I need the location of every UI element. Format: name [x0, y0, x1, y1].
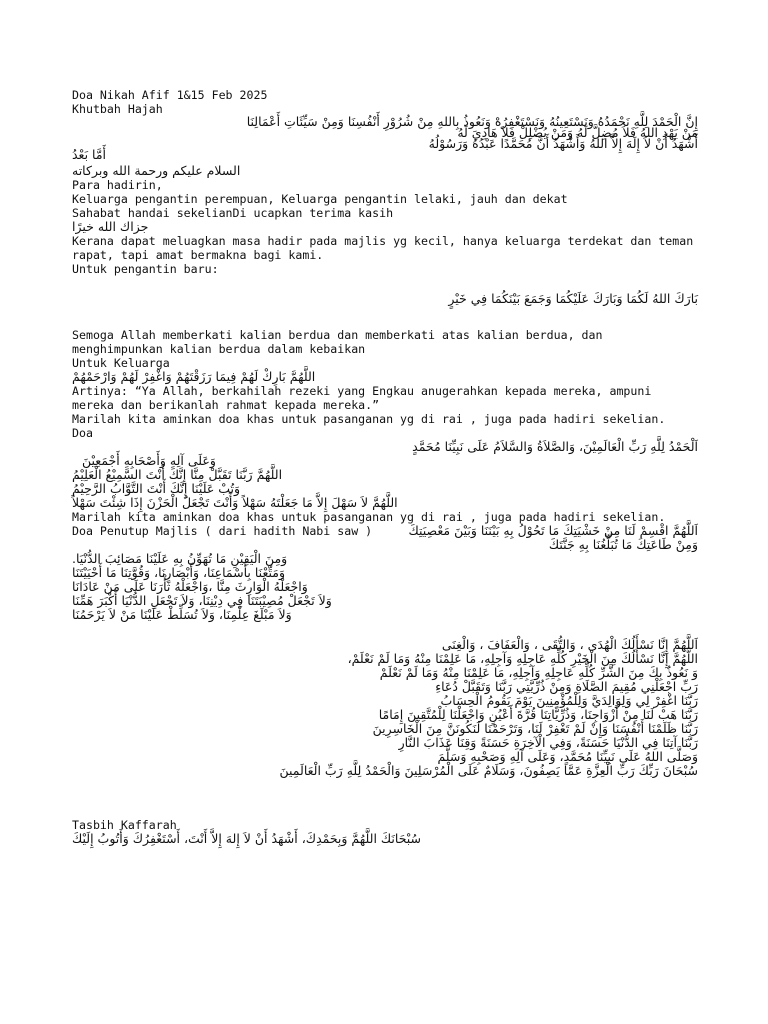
keluarga-line: Keluarga pengantin perempuan, Keluarga pengantin lelaki, jauh dan dekat: [72, 192, 568, 206]
doa-line-1: اَلْحَمْدُ لِلَّهِ رَبِّ الْعَالَمِيْنَ، وَالصَّلاَةُ وَالسَّلاَمُ عَلَى نَبِيِّنَا مُحَمَّدٍ: [412, 439, 698, 454]
khutbah-heading: Khutbah Hajah: [72, 102, 163, 116]
keluarga-doa-line: اللَّهُمَّ بَارِكْ لَهُمْ فِيمَا رَزَقْتَهُمْ وَاغْفِرْ لَهُمْ وَارْحَمْهُمْ: [72, 369, 316, 384]
document-page: [72, 88, 701, 846]
khutbah-line-4: أَمَّا بَعْدُ: [72, 147, 107, 162]
doc-title: Doa Nikah Afif 1&15 Feb 2025: [72, 88, 268, 102]
tasbih-heading: Tasbih Kaffarah: [72, 818, 177, 832]
jazak-line: جزاك الله خيرًا: [72, 219, 149, 234]
penutup-line-2: وَمِنَ الْيَقِيْنِ مَا تُهَوِّنُ بِهِ عَلَيْنَا مَصَائِبَ الدُّنْيَا.: [72, 551, 288, 566]
sahabat-line: Sahabat handai sekelianDi ucapkan terima kasih: [72, 206, 394, 220]
salam-line: السلام عليكم ورحمة الله وبركاته: [72, 163, 241, 178]
doa-line-4: وَتُبْ عَلَيْنَا إِنَّكَ أَنْتَ التَّوَّابُ الرَّحِيْمُ: [72, 481, 241, 496]
marilah-line-1: Marilah kita aminkan doa khas untuk pasanganan yg di rai , juga pada hadiri sekelian.: [72, 412, 666, 426]
penutup-heading-row: [72, 524, 698, 538]
untuk-pengantin-heading: Untuk pengantin baru:: [72, 262, 219, 276]
artinya-line: Artinya: “Ya Allah, berkahilah rezeki yang Engkau anugerahkan kepada mereka, ampuni mereka dan berikanlah rahmat kepada mereka.”: [72, 384, 659, 412]
penutup-line-6: وَلاَ مَبْلَغَ عِلْمِنَا، وَلاَ تُسَلِّطْ عَلَيْنَا مَنْ لاَ يَرْحَمُنَا: [72, 607, 292, 622]
doa-line-2: وَعَلَى آلِهِ وَأَصْحَابِهِ أَجْمَعِيْنَ: [82, 453, 216, 468]
penutup-line-5: وَلاَ تَجْعَلْ مُصِيْبَتَنَا فِي دِيْنِنَا، وَلاَ تَجْعَلِ الدُّنْيَا أَكْبَرَ هَمِّنَا: [72, 593, 332, 608]
closing-line-7: رَبَّنَا ظَلَمْنَا أَنْفُسَنَا وَإِنْ لَمْ تَغْفِرْ لَنَا، وَتَرْحَمْنَا لَنَكُونَنَّ مِنَ الْخَاسِرِينَ: [372, 721, 698, 736]
closing-line-5: رَبَّنَا اغْفِرْ لِي وَلِوَالِدَيَّ وَلِلْمُؤْمِنِينَ يَوْمَ يَقُومُ الْحِسَابُ: [440, 693, 698, 708]
khutbah-line-1: إِنَّ الْحَمْدَ لِلَّهِ نَحْمَدُهُ وَنَسْتَعِينُهُ وَنَسْتَغْفِرُهْ وَنَعُوذُ بِاللهِ مِنْ شُرُوْرِ أَنْفُسِنَا وَمِنْ سَيِّئَاتِ أَعْمَالِنَا: [246, 114, 698, 129]
closing-line-10: سُبْحَانَ رَبِّكَ رَبِّ الْعِزَّةِ عَمَّا يَصِفُونَ، وَسَلَامٌ عَلَى الْمُرْسَلِينَ وَالْحَمْدُ لِلَّهِ رَبِّ الْعَالَمِينَ: [279, 763, 698, 778]
penutup-line-4: وَاجْعَلْهُ الْوَارِثَ مِنَّا ،وَاجْعَلْهُ ثَأْرَنَا عَلَى مَنْ عَادَانَا: [72, 579, 308, 594]
khutbah-line-3: أَشْهَدُ أَنْ لاَ إِلَهَ إِلاَّ اللهُ وَأَشْهَدُ أَنَّ مُحَمَّدًا عَبْدُهُ وَرَسُوْلُهُ: [428, 136, 698, 151]
doa-line-5: اللَّهُمَّ لاَ سَهْلَ إِلاَّ مَا جَعَلْتَهُ سَهْلاً وَأَنْتَ تَجْعَلُ الْحَزْنَ إِذَا شِئْتَ سَهْلاً: [72, 495, 398, 510]
closing-line-8: رَبَّنَا آتِنَا فِي الدُّنْيَا حَسَنَةً، وَفِي الْآخِرَةِ حَسَنَةً وَقِنَا عَذَابَ النَّارِ: [398, 735, 698, 750]
closing-line-6: رَبَّنَا هَبْ لَنَا مِنْ أَزْوَاجِنَا، وَذُرِّيَّاتِنَا قُرَّةَ أَعْيُنٍ وَاجْعَلْنَا لِلْمُتَّقِينَ إِمَامًا: [378, 707, 698, 722]
penutup-heading: Doa Penutup Majlis ( dari hadith Nabi saw ): [72, 524, 373, 538]
untuk-keluarga-heading: Untuk Keluarga: [72, 356, 170, 370]
semoga-line: Semoga Allah memberkati kalian berdua dan memberkati atas kalian berdua, dan menghimpunkan kalian berdua dalam kebaikan: [72, 328, 610, 356]
doa-line-3: اللَّهُمَّ رَبَّنَا تَقَبَّلْ مِنَّا إِنَّكَ أَنْتَ السَّمِيْعُ الْعَلِيْمُ: [72, 467, 283, 482]
barakallah-line: بَارَكَ اللهُ لَكُمَا وَبَارَكَ عَلَيْكُمَا وَجَمَعَ بَيْنَكُمَا فِي خَيْرٍ: [448, 291, 698, 306]
penutup-line-0: اَللَّهُمَّ اقْسِمْ لَنَا مِنْ خَشْيَتِكَ مَا تَحُوْلُ بِهِ بَيْنَنَا وَبَيْنَ مَعْصِيَتِكَ: [408, 523, 698, 538]
tasbih-line: سُبْحَانَكَ اللَّهُمَّ وَبِحَمْدِكَ، أَشْهَدُ أَنْ لاَ إِلهَ إِلاَّ أَنْتَ، أَسْتَغْفِرُكَ وَأَتُوبُ إِلَيْكَ: [72, 831, 422, 846]
para-hadirin: Para hadirin,: [72, 178, 163, 192]
doa-heading: Doa: [72, 426, 93, 440]
closing-line-9: وَصَلَّى اللهُ عَلَى نَبِيِّنَا مُحَمَّدٍ، وَعَلَى آلِهِ وَصَحْبِهِ وَسَلَّمَ: [437, 749, 698, 764]
closing-line-2: اللَّهُمَّ إِنَّا نَسْأَلُكَ مِنَ الْخَيْرِ كُلِّهِ عَاجِلِهِ وَآجِلِهِ، مَا عَلِمْنَا مِنْهُ وَمَا لَمْ نَعْلَمْ،: [347, 651, 698, 666]
penutup-line-3: وَمَتِّعْنَا بِأَسْمَاعِنَا، وَأَبْصَارِنَا، وَقُوَّتِنَا مَا أَحْيَيْتَنَا: [72, 565, 285, 580]
kerana-line: Kerana dapat meluagkan masa hadir pada majlis yg kecil, hanya keluarga terdekat dan teman rapat, tapi amat bermakna bagi kami.: [72, 234, 701, 262]
khutbah-line-2: مَنْ يَهْدِ اللهُ فَلاَ مُضِلَّ لَهُ وَمَنْ يُضْلِلْ فَلاَ هَادِيَ لَهُ: [457, 125, 698, 140]
closing-line-1: اَللَّهُمَّ إِنَّا نَسْأَلُكَ الْهُدَى ، وَالتُّقَى ، وَالْعَفَافَ ، وَالْغِنَى: [441, 637, 698, 652]
closing-line-3: وَ نَعُوذُ بِكَ مِنَ الشَّرِّ كُلِّهِ عَاجِلِهِ وَآجِلِهِ، مَا عَلِمْنَا مِنْهُ وَمَا لَمْ نَعْلَمْ: [379, 665, 698, 680]
marilah-line-2: Marilah kita aminkan doa khas untuk pasanganan yg di rai , juga pada hadiri sekelian.: [72, 510, 666, 524]
penutup-line-1: وَمِنْ طَاعَتِكَ مَا تُبَلِّغُنَا بِهِ جَنَّتَكَ: [548, 537, 698, 552]
closing-line-4: رَبِّ اجْعَلْنِي مُقِيمَ الصَّلَاةِ وَمِنْ ذُرِّيَّتِي رَبَّنَا وَتَقَبَّلْ دُعَاءِ: [435, 679, 698, 694]
